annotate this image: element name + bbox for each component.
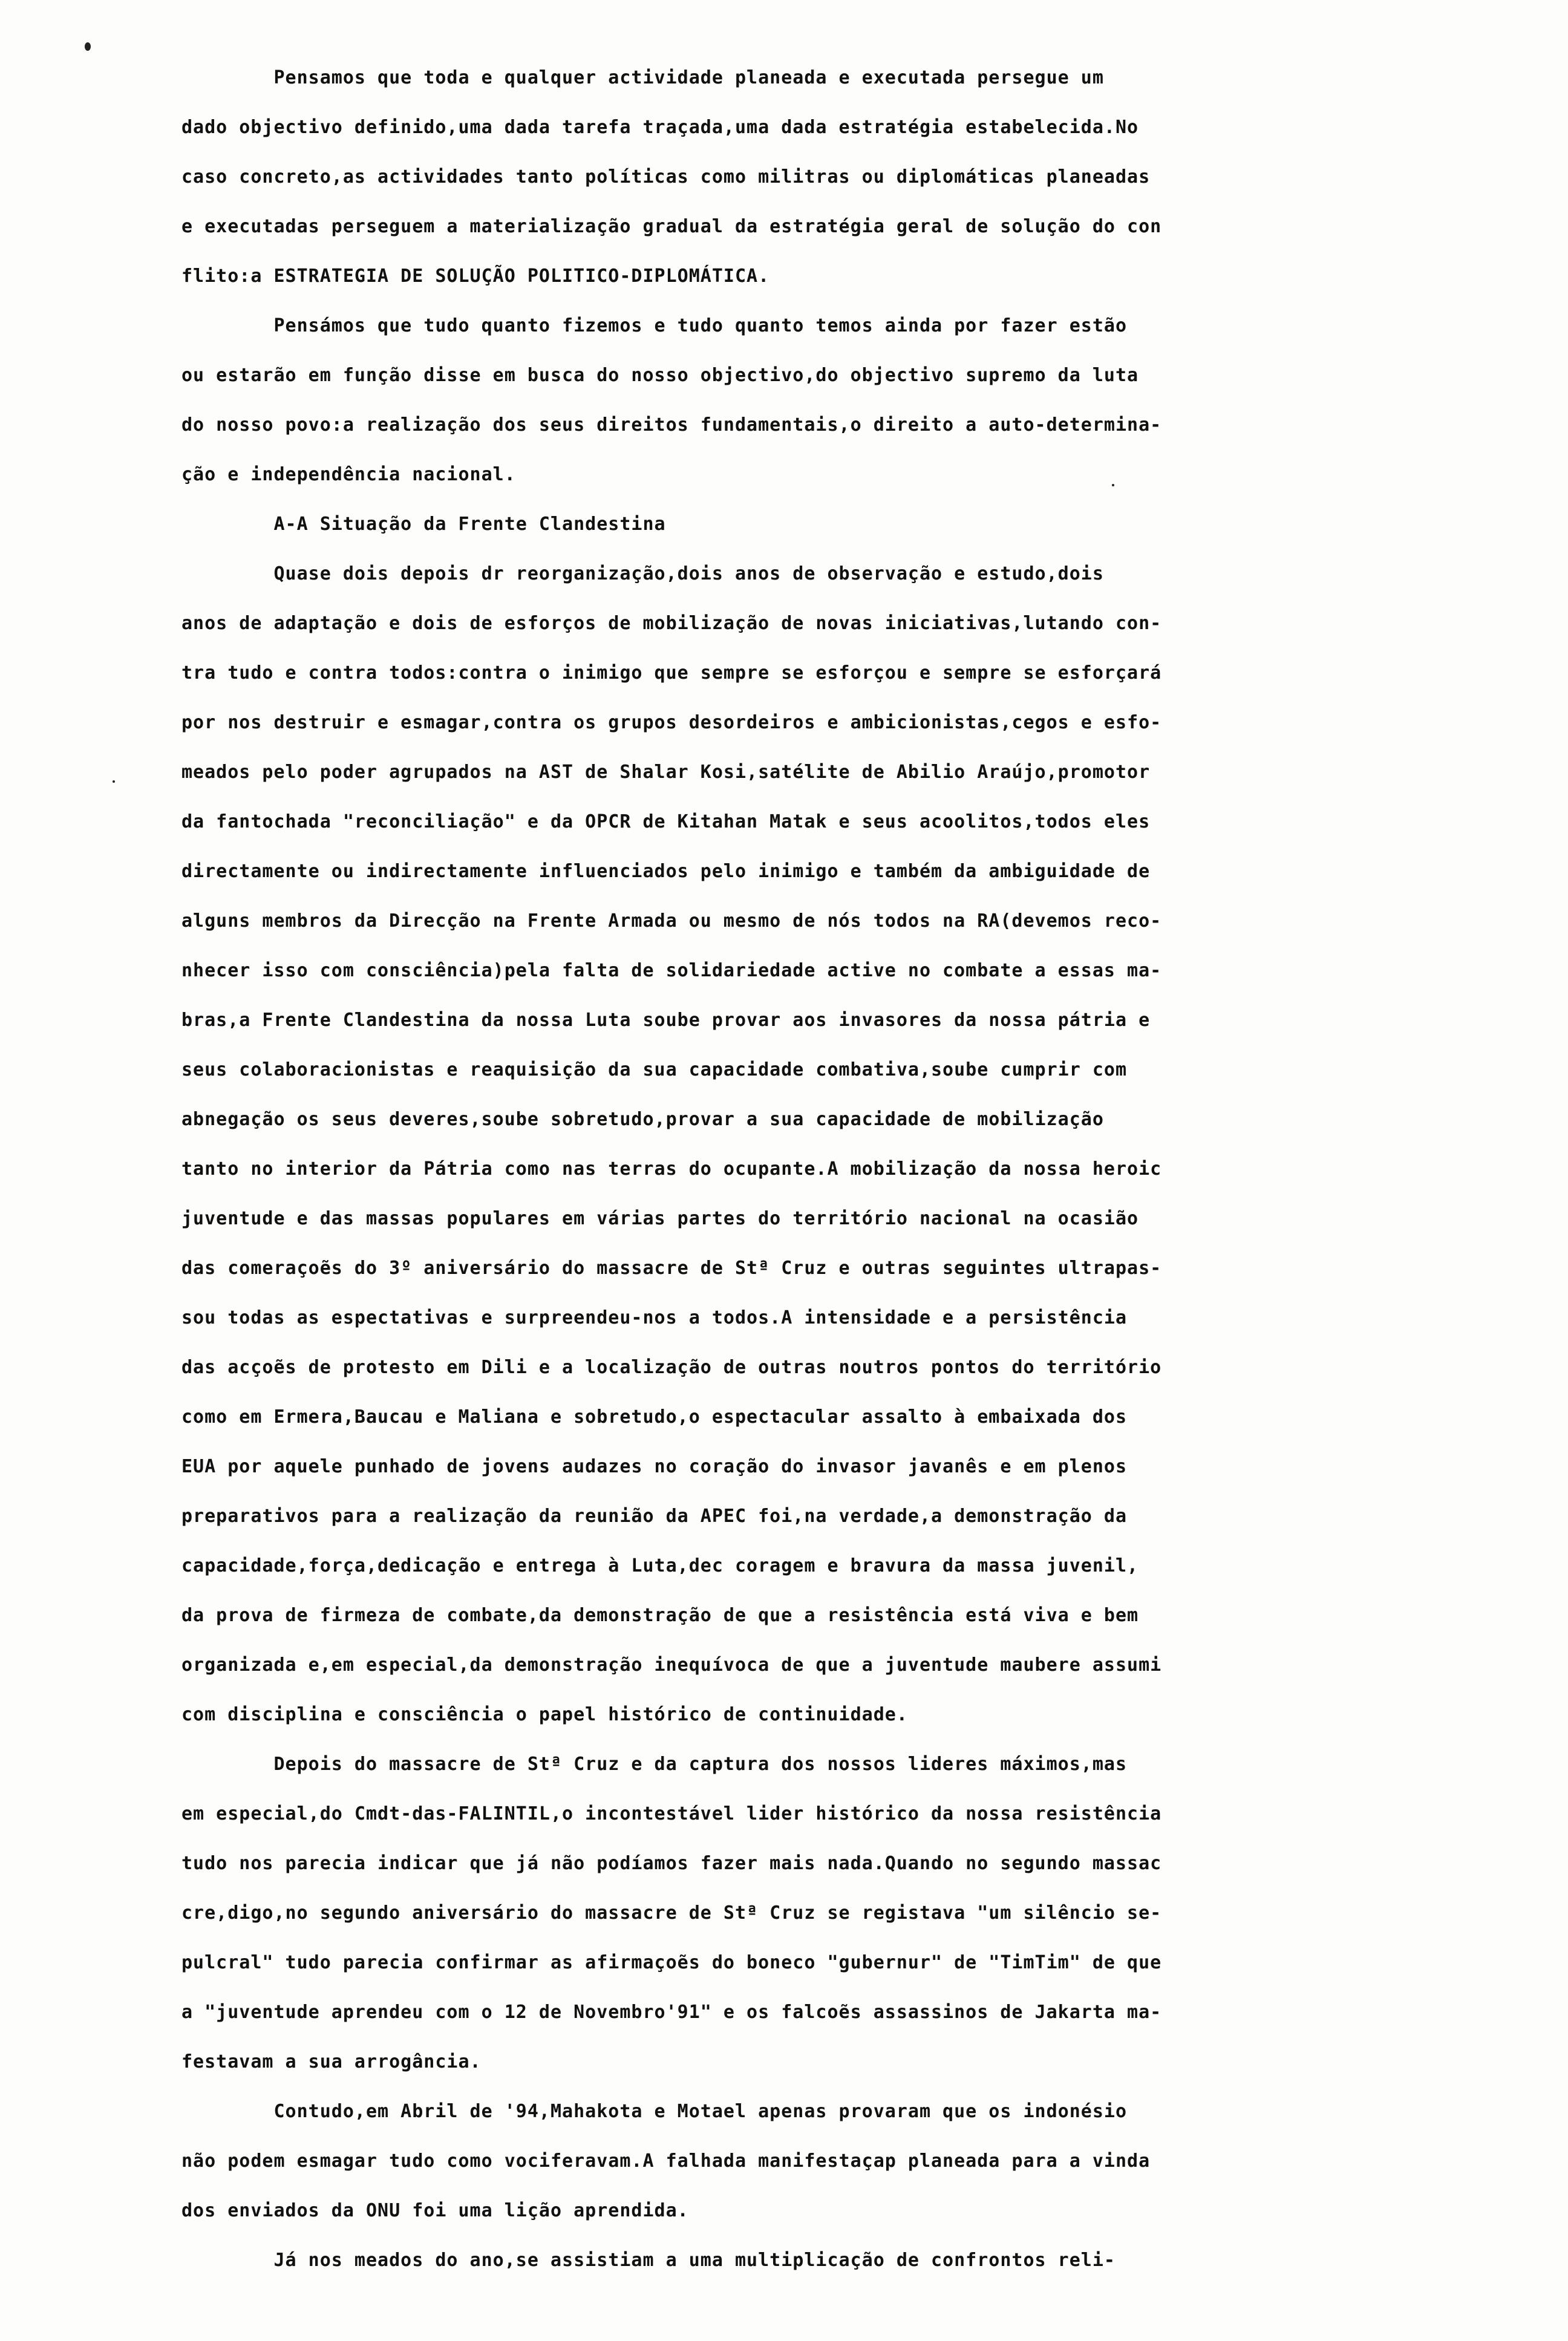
text-line: ção e independência nacional. (181, 464, 516, 485)
text-line: por nos destruir e esmagar,contra os grupos desordeiros e ambicionistas,cegos e esfo- (181, 712, 1162, 733)
text-line: sou todas as espectativas e surpreendeu-nos a todos.A intensidade e a persistência (181, 1307, 1128, 1328)
text-line: organizada e,em especial,da demonstração inequívoca de que a juventude maubere assumi (181, 1654, 1162, 1676)
paragraph (181, 301, 1440, 500)
text-line: nhecer isso com consciência)pela falta de solidariedade active no combate a essas ma- (181, 960, 1162, 981)
text-line: preparativos para a realização da reunião da APEC foi,na verdade,a demonstração da (181, 1506, 1128, 1527)
paragraph (181, 53, 1440, 301)
text-line: juventude e das massas populares em várias partes do território nacional na ocasião (181, 1208, 1139, 1229)
text-line: EUA por aquele punhado de jovens audazes no coração do invasor javanês e em plenos (181, 1456, 1128, 1477)
text-line: em especial,do Cmdt-das-FALINTIL,o incontestável lider histórico da nossa resistência (181, 1803, 1162, 1824)
typewritten-text (181, 53, 1440, 2285)
text-line: não podem esmagar tudo como vociferavam.A falhada manifestaçap planeada para a vinda (181, 2150, 1151, 2172)
text-line: meados pelo poder agrupados na AST de Shalar Kosi,satélite de Abilio Araújo,promotor (181, 762, 1151, 783)
paragraph (181, 549, 1440, 1740)
scan-speck (85, 42, 91, 51)
text-line: Pensamos que toda e qualquer actividade planeada e executada persegue um (181, 67, 1104, 88)
text-line: tanto no interior da Pátria como nas terras do ocupante.A mobilização da nossa heroic (181, 1158, 1162, 1180)
text-line: com disciplina e consciência o papel histórico de continuidade. (181, 1704, 908, 1725)
text-line: ou estarão em função disse em busca do nosso objectivo,do objectivo supremo da luta (181, 365, 1139, 386)
text-line: a "juventude aprendeu com o 12 de Novembro'91" e os falcoẽs assassinos de Jakarta ma- (181, 2002, 1162, 2023)
text-line: cre,digo,no segundo aniversário do massacre de Stª Cruz se registava "um silêncio se- (181, 1902, 1162, 1924)
text-line: flito:a ESTRATEGIA DE SOLUÇÃO POLITICO-DIPLOMÁTICA. (181, 266, 770, 287)
text-line: alguns membros da Direcção na Frente Armada ou mesmo de nós todos na RA(devemos reco- (181, 910, 1162, 932)
text-line: da prova de firmeza de combate,da demonstração de que a resistência está viva e bem (181, 1605, 1139, 1626)
text-line: seus colaboracionistas e reaquisição da sua capacidade combativa,soube cumprir com (181, 1059, 1128, 1080)
text-line: caso concreto,as actividades tanto políticas como militras ou diplomáticas planeadas (181, 166, 1151, 188)
text-line: das comeraçoẽs do 3º aniversário do massacre de Stª Cruz e outras seguintes ultrapas- (181, 1258, 1162, 1279)
paragraph (181, 2236, 1440, 2285)
text-line: pulcral" tudo parecia confirmar as afirmaçoẽs do boneco "gubernur" de "TimTim" de que (181, 1952, 1162, 1973)
text-line: Já nos meados do ano,se assistiam a uma multiplicação de confrontos reli- (181, 2250, 1116, 2271)
text-line: Contudo,em Abril de '94,Mahakota e Motael apenas provaram que os indonésio (181, 2101, 1128, 2122)
text-line: bras,a Frente Clandestina da nossa Luta soube provar aos invasores da nossa pátria e (181, 1010, 1151, 1031)
text-line: Quase dois depois dr reorganização,dois anos de observação e estudo,dois (181, 563, 1104, 584)
text-line: como em Ermera,Baucau e Maliana e sobretudo,o espectacular assalto à embaixada dos (181, 1406, 1128, 1428)
paragraph (181, 500, 1440, 549)
text-line: directamente ou indirectamente influenciados pelo inimigo e também da ambiguidade de (181, 861, 1151, 882)
text-line: dos enviados da ONU foi uma lição aprendida. (181, 2200, 689, 2221)
text-line: da fantochada "reconciliação" e da OPCR de Kitahan Matak e seus acoolitos,todos eles (181, 811, 1151, 832)
text-line: das acçoẽs de protesto em Dili e a localização de outras noutros pontos do território (181, 1357, 1162, 1378)
text-line: tra tudo e contra todos:contra o inimigo que sempre se esforçou e sempre se esforçará (181, 662, 1162, 684)
paragraph (181, 1740, 1440, 2087)
text-line: do nosso povo:a realização dos seus direitos fundamentais,o direito a auto-determina- (181, 414, 1162, 436)
text-line: Depois do massacre de Stª Cruz e da captura dos nossos lideres máximos,mas (181, 1754, 1128, 1775)
text-line: dado objectivo definido,uma dada tarefa traçada,uma dada estratégia estabelecida.No (181, 117, 1139, 138)
text-line: anos de adaptação e dois de esforços de mobilização de novas iniciativas,lutando con- (181, 613, 1162, 634)
text-line: capacidade,força,dedicação e entrega à Luta,dec coragem e bravura da massa juvenil, (181, 1555, 1139, 1576)
text-line: e executadas perseguem a materialização gradual da estratégia geral de solução do con (181, 216, 1162, 237)
paragraph (181, 2087, 1440, 2236)
text-line: Pensámos que tudo quanto fizemos e tudo quanto temos ainda por fazer estão (181, 315, 1128, 336)
scan-speck (113, 780, 115, 783)
text-line: tudo nos parecia indicar que já não podíamos fazer mais nada.Quando no segundo massac (181, 1853, 1162, 1874)
text-line: abnegação os seus deveres,soube sobretudo,provar a sua capacidade de mobilização (181, 1109, 1104, 1130)
text-line: A-A Situação da Frente Clandestina (181, 514, 666, 535)
text-line: festavam a sua arrogância. (181, 2051, 482, 2072)
